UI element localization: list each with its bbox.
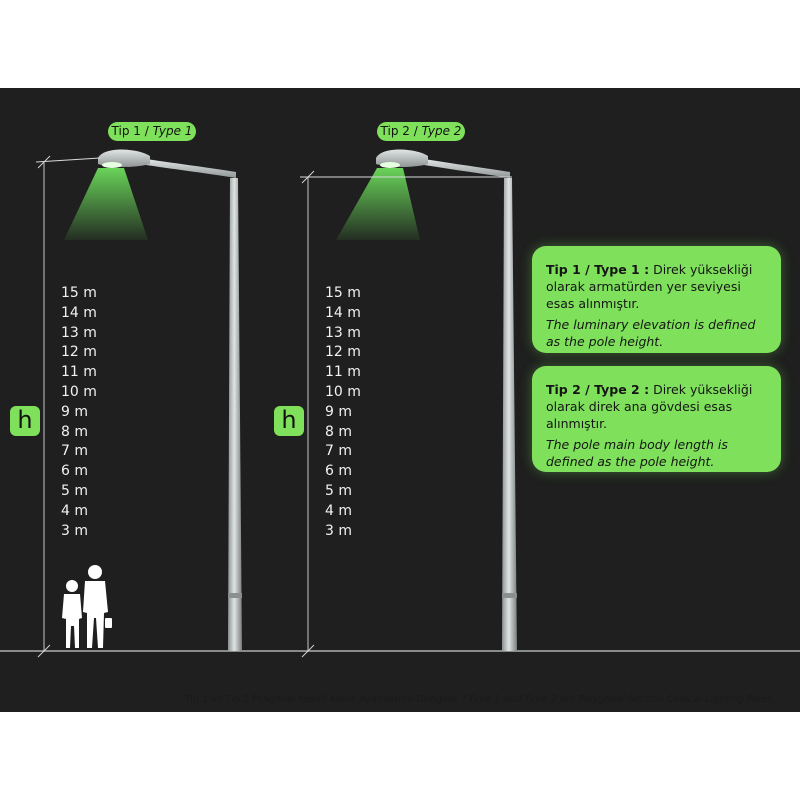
height-option: 7 m xyxy=(61,443,88,460)
height-option: 15 m xyxy=(61,285,97,301)
height-option: 9 m xyxy=(61,403,88,420)
height-option: 14 m xyxy=(325,304,361,321)
type1-height-symbol: h xyxy=(10,406,40,436)
height-option: 13 m xyxy=(325,324,361,341)
diagram-canvas xyxy=(0,88,800,712)
type1-tag xyxy=(108,122,196,141)
type1-pole xyxy=(228,178,242,651)
caption xyxy=(0,694,775,705)
type2-light-beam xyxy=(336,168,420,240)
type1-tag-tr: Tip 1 / xyxy=(111,124,153,138)
height-option: 11 m xyxy=(61,364,97,381)
type2-info-box xyxy=(532,366,781,472)
type2-street-lamp-icon xyxy=(336,150,517,652)
type2-pole xyxy=(502,178,517,651)
caption-en: Type 1 and Type 2 are Polygonal Section Conical Lighting Poles. xyxy=(468,694,775,705)
height-option: 7 m xyxy=(325,443,352,460)
type1-info-title: Tip 1 / Type 1 : xyxy=(546,262,650,277)
height-option: 5 m xyxy=(325,482,352,499)
height-option: 10 m xyxy=(61,383,97,400)
caption-tr: Tip 1 ve Tip 2 Poligonal Kesitli Konik Aydınlatma Direğidir. / xyxy=(184,694,469,705)
height-option: 12 m xyxy=(61,344,97,361)
type2-arm xyxy=(424,159,510,178)
height-option: 15 m xyxy=(325,285,361,301)
height-option: 8 m xyxy=(61,423,88,440)
type1-tag-en: Type 1 xyxy=(152,124,193,138)
type1-info-box xyxy=(532,246,781,353)
type2-info-title: Tip 2 / Type 2 : xyxy=(546,382,650,397)
height-option: 6 m xyxy=(325,463,352,480)
type2-height-list xyxy=(325,284,361,541)
height-option: 9 m xyxy=(325,403,352,420)
height-option: 11 m xyxy=(325,364,361,381)
type2-info-en: The pole main body length is defined as the pole height. xyxy=(546,437,728,469)
type1-height-list xyxy=(61,284,97,541)
height-option: 8 m xyxy=(325,423,352,440)
type1-info-en: The luminary elevation is defined as the pole height. xyxy=(546,317,756,349)
type2-tag-tr: Tip 2 / xyxy=(380,124,422,138)
height-option: 3 m xyxy=(61,522,88,539)
type1-light-beam xyxy=(64,168,148,240)
type2-info-tr xyxy=(546,381,771,432)
height-option: 14 m xyxy=(61,304,97,321)
type2-height-symbol: h xyxy=(274,406,304,436)
height-option: 5 m xyxy=(61,482,88,499)
type1-info-tr xyxy=(546,261,771,312)
height-option: 4 m xyxy=(325,502,352,519)
height-option: 10 m xyxy=(325,383,361,400)
height-option: 4 m xyxy=(61,502,88,519)
people-silhouette-icon xyxy=(62,565,112,648)
type2-tag-en: Type 2 xyxy=(421,124,462,138)
height-option: 13 m xyxy=(61,324,97,341)
type1-arm xyxy=(146,159,236,178)
height-option: 3 m xyxy=(325,522,352,539)
type2-info-tr-text: Direk yüksekliği olarak direk ana gövdesi esas alınmıştır. xyxy=(546,382,753,431)
height-option: 12 m xyxy=(325,344,361,361)
height-option: 6 m xyxy=(61,463,88,480)
type2-tag xyxy=(377,122,465,141)
type1-info-tr-text: Direk yüksekliği olarak armatürden yer seviyesi esas alınmıştır. xyxy=(546,262,753,311)
